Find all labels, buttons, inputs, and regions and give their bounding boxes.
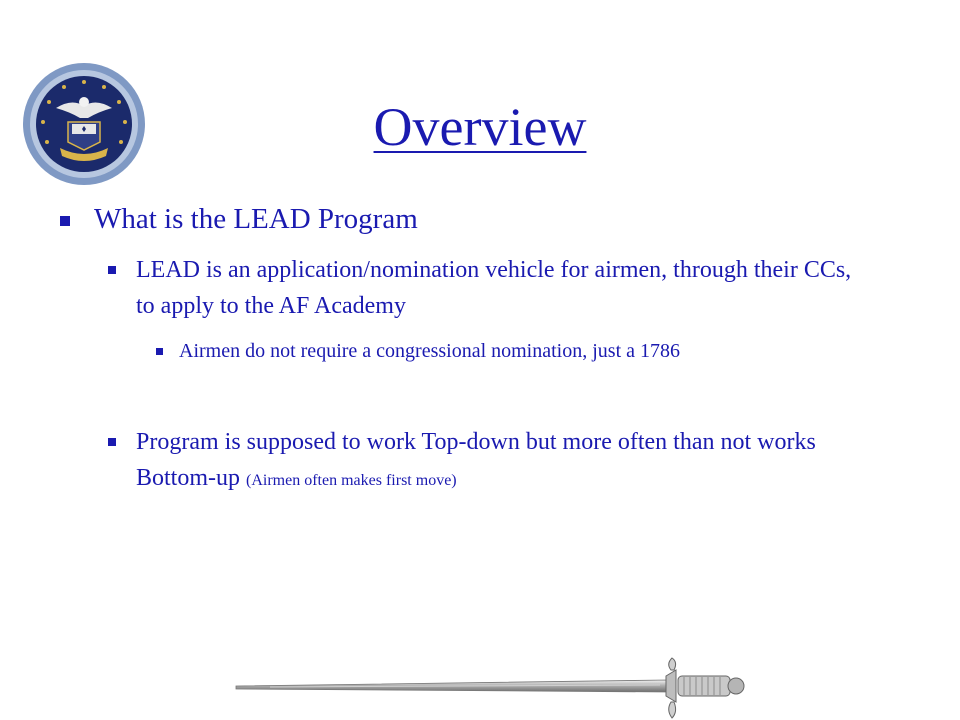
square-bullet-icon <box>60 216 70 226</box>
sword-icon <box>230 656 750 720</box>
bullet-text-group <box>136 424 868 499</box>
square-bullet-icon <box>108 438 116 446</box>
bullet-text: Program is supposed to work Top-down but more often than not works Bottom-up <box>136 429 816 491</box>
slide-title: Overview <box>373 97 587 157</box>
bullet-level-1 <box>60 203 418 236</box>
bullet-text: LEAD is an application/nomination vehicle for airmen, through their CCs, to apply to the AF Academy <box>136 257 852 319</box>
bullet-note: (Airmen often makes first move) <box>246 472 457 489</box>
bullet-level-2 <box>108 252 868 324</box>
bullet-level-3 <box>156 340 680 363</box>
square-bullet-icon <box>156 348 163 355</box>
bullet-level-2 <box>108 424 868 499</box>
bullet-text: Airmen do not require a congressional nomination, just a 1786 <box>179 340 681 362</box>
bullet-text: What is the LEAD Program <box>94 203 418 235</box>
square-bullet-icon <box>108 266 116 274</box>
